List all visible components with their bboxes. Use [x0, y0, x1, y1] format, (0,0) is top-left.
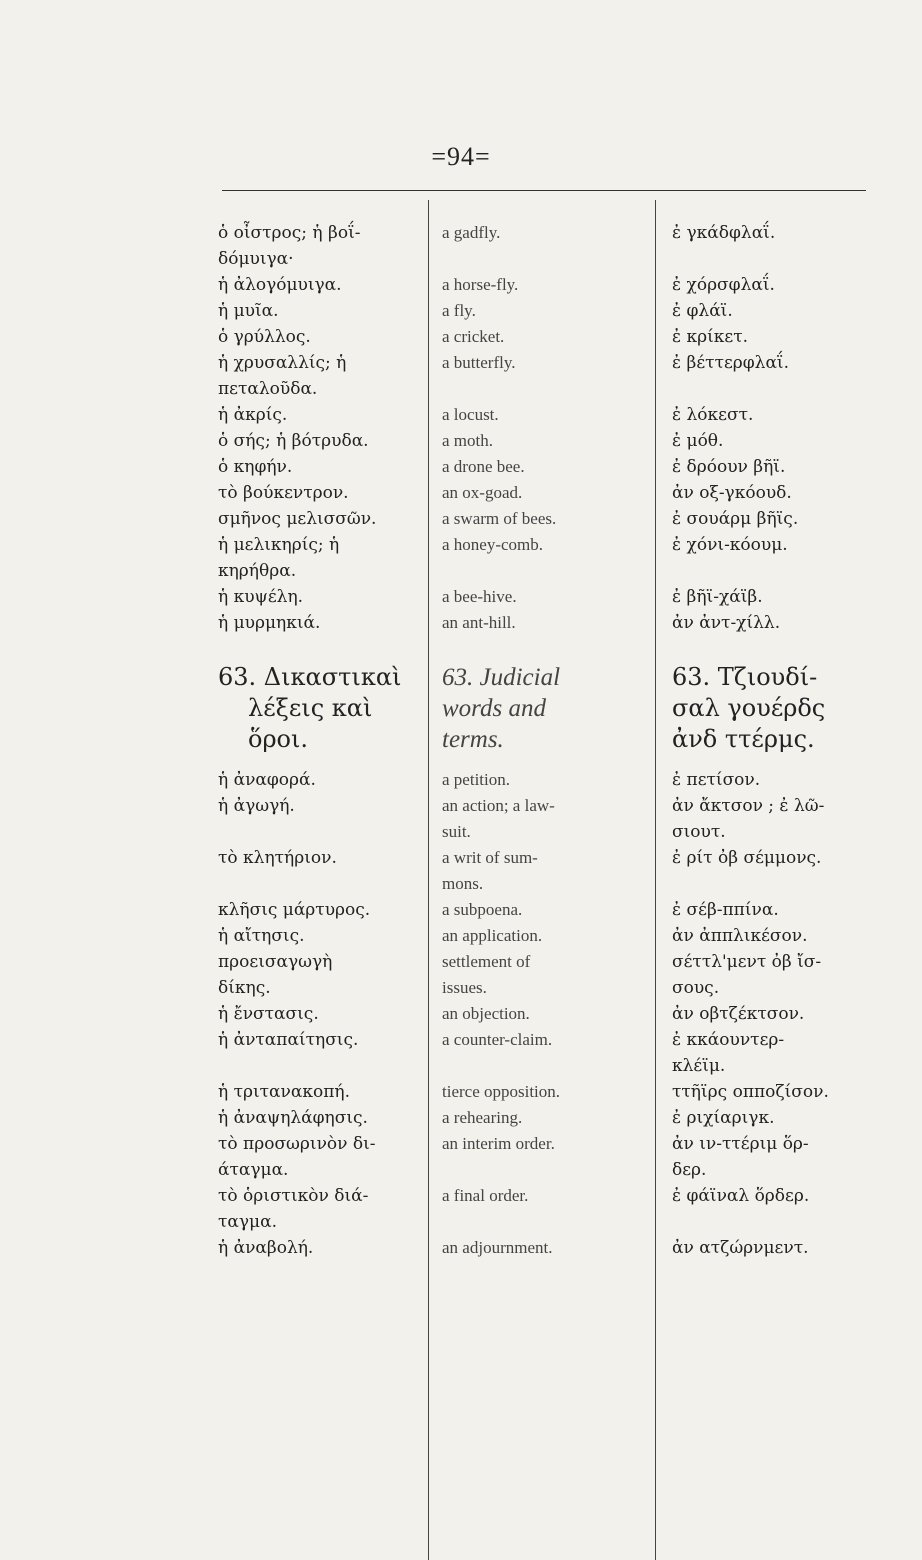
translit-entry: ἐ βῆϊ-χάϊβ.: [672, 587, 763, 607]
english-entry: an ox-goad.: [442, 483, 523, 502]
translit-entry: ἀν ατζώρνμεντ.: [672, 1238, 809, 1258]
english-entry: an action; a law-: [442, 796, 555, 815]
greek-entry: ἡ ἀγωγή.: [218, 796, 295, 816]
english-entry: [442, 558, 647, 584]
translit-entry: ἐ ριχίαριγκ.: [672, 1108, 775, 1128]
greek-entry: ἡ αἴτησις.: [218, 926, 305, 946]
translit-entry: ἀν οβτζέκτσον.: [672, 1004, 805, 1024]
english-entry: a subpoena.: [442, 900, 523, 919]
english-entry: a drone bee.: [442, 457, 525, 476]
greek-entry: ὁ σής; ἡ βότρυδα.: [218, 431, 369, 451]
english-entry: settlement of: [442, 952, 531, 971]
greek-entry: σμῆνος μελισσῶν.: [218, 509, 377, 529]
greek-entry: [218, 871, 423, 897]
greek-entry: ἡ ἀναψηλάφησις.: [218, 1108, 368, 1128]
greek-entry: τὸ προσωρινὸν δι-: [218, 1134, 376, 1154]
greek-entry: ταγμα.: [218, 1212, 277, 1232]
english-heading-line: 63. Judicial: [442, 664, 561, 691]
translit-entry: ἐ φάϊναλ ὅρδερ.: [672, 1186, 810, 1206]
greek-entry: προεισαγωγὴ: [218, 952, 333, 972]
english-entry: a counter-claim.: [442, 1030, 553, 1049]
english-entry: an ant-hill.: [442, 613, 516, 632]
translit-entry: ἐ βέττερφλαΐ.: [672, 353, 789, 373]
translit-entry: [672, 558, 872, 584]
greek-entry: τὸ ὁριστικὸν διά-: [218, 1186, 369, 1206]
greek-entry: ἡ μυρμηκιά.: [218, 613, 321, 633]
english-entry: [442, 1209, 647, 1235]
translit-entry: ἀν οξ-γκόουδ.: [672, 483, 792, 503]
english-column: [442, 220, 647, 1261]
english-entry: a petition.: [442, 770, 510, 789]
translit-heading-line: 63. Τζιουδί-: [672, 663, 818, 691]
translit-entry: ἐ φλάϊ.: [672, 301, 733, 321]
greek-entry: ἡ ἀναφορά.: [218, 770, 316, 790]
english-entry: a honey-comb.: [442, 535, 544, 554]
english-entry: mons.: [442, 874, 484, 893]
greek-section-heading: [218, 662, 423, 755]
translit-entry: ἐ χόρσφλαΐ.: [672, 275, 775, 295]
greek-entry: ἡ ἀκρίς.: [218, 405, 288, 425]
translit-entry: ἐ ρίτ ὀβ σέμμονς.: [672, 848, 822, 868]
english-entry: issues.: [442, 978, 487, 997]
english-entry: [442, 376, 647, 402]
english-entry: a swarm of bees.: [442, 509, 557, 528]
english-entry: a moth.: [442, 431, 493, 450]
greek-entry: [218, 1053, 423, 1079]
translit-entry: ἐ κρίκετ.: [672, 327, 749, 347]
greek-entry: [218, 819, 423, 845]
translit-entry: ἐ πετίσον.: [672, 770, 761, 790]
greek-entry: πεταλοῦδα.: [218, 379, 318, 399]
translit-entry: ἀν ἀππλικέσον.: [672, 926, 808, 946]
greek-entry: ἡ κυψέλη.: [218, 587, 304, 607]
column-divider-right: [655, 200, 656, 1560]
translit-entry: ἐ κκάουντερ-: [672, 1030, 785, 1050]
page-number: =94=: [431, 142, 491, 171]
english-section-heading: [442, 662, 647, 755]
english-entry: a rehearing.: [442, 1108, 523, 1127]
translit-entry: ἐ δρόουν βῆϊ.: [672, 457, 786, 477]
english-entry: a butterfly.: [442, 353, 516, 372]
translit-entry: σους.: [672, 978, 720, 998]
greek-entry: τὸ βούκεντρον.: [218, 483, 349, 503]
greek-entry: ἡ ἀνταπαίτησις.: [218, 1030, 359, 1050]
english-entry: a final order.: [442, 1186, 529, 1205]
greek-entry: κηρήθρα.: [218, 561, 297, 581]
greek-entry: ἡ χρυσαλλίς; ἡ: [218, 353, 347, 373]
greek-entry: ἡ ἀλογόμυιγα.: [218, 275, 342, 295]
translit-entry: δερ.: [672, 1160, 707, 1180]
translit-entry: σιουτ.: [672, 822, 726, 842]
greek-entry: ὁ κηφήν.: [218, 457, 293, 477]
translit-entry: ττῆϊρς οπποζίσον.: [672, 1082, 829, 1102]
english-entry: an interim order.: [442, 1134, 555, 1153]
english-entry: an objection.: [442, 1004, 530, 1023]
english-entry: a horse-fly.: [442, 275, 519, 294]
english-entry: a writ of sum-: [442, 848, 538, 867]
english-entry: a locust.: [442, 405, 499, 424]
translit-entry: [672, 1209, 872, 1235]
translit-entry: ἀν ἀντ-χίλλ.: [672, 613, 781, 633]
translit-entry: ἀν ἄκτσον ; ἐ λῶ-: [672, 796, 825, 816]
greek-entry: κλῆσις μάρτυρος.: [218, 900, 371, 920]
greek-entry: ἡ ἀναβολή.: [218, 1238, 314, 1258]
english-entry: a cricket.: [442, 327, 505, 346]
greek-heading-line: ὅροι.: [248, 725, 309, 753]
greek-entry: δόμυιγα·: [218, 249, 294, 269]
translit-entry: ἐ μόθ.: [672, 431, 724, 451]
greek-heading-line: 63. Δικαστικαὶ: [218, 663, 402, 691]
greek-entry: ἡ μυῖα.: [218, 301, 279, 321]
translit-entry: ἐ σουάρμ βῆϊς.: [672, 509, 799, 529]
translit-entry: ἐ γκάδφλαΐ.: [672, 223, 776, 243]
english-entry: an adjournment.: [442, 1238, 553, 1257]
english-entry: tierce opposition.: [442, 1082, 561, 1101]
header-rule: [222, 190, 866, 191]
transliteration-column: [672, 220, 872, 1261]
english-heading-line: terms.: [442, 726, 504, 753]
english-heading-line: words and: [442, 695, 546, 722]
greek-entry: ἡ τριτανακοπή.: [218, 1082, 350, 1102]
translit-entry: ἐ λόκεστ.: [672, 405, 754, 425]
translit-entry: [672, 246, 872, 272]
column-divider-left: [428, 200, 429, 1560]
translit-section-heading: [672, 662, 872, 755]
greek-entry: ἡ μελικηρίς; ἡ: [218, 535, 340, 555]
translit-entry: [672, 871, 872, 897]
translit-entry: ἀν ιν-ττέριμ ὅρ-: [672, 1134, 809, 1154]
translit-entry: ἐ σέβ-ππίνα.: [672, 900, 779, 920]
translit-heading-line: σαλ γουέρδς: [672, 694, 826, 722]
greek-entry: τὸ κλητήριον.: [218, 848, 337, 868]
greek-heading-line: λέξεις καὶ: [248, 694, 373, 722]
translit-entry: κλέϊμ.: [672, 1056, 726, 1076]
translit-entry: [672, 376, 872, 402]
english-entry: [442, 1157, 647, 1183]
english-entry: suit.: [442, 822, 471, 841]
english-entry: [442, 1053, 647, 1079]
translit-entry: σέττλ'μεντ ὀβ ἴσ-: [672, 952, 822, 972]
translit-heading-line: ἀνδ ττέρμς.: [672, 725, 815, 753]
greek-entry: ὁ οἶστρος; ἡ βοΐ-: [218, 223, 361, 243]
greek-entry: δίκης.: [218, 978, 271, 998]
english-entry: a fly.: [442, 301, 476, 320]
english-entry: a bee-hive.: [442, 587, 517, 606]
greek-column: [218, 220, 423, 1261]
greek-entry: ἡ ἔνστασις.: [218, 1004, 319, 1024]
greek-entry: άταγμα.: [218, 1160, 289, 1180]
greek-entry: ὁ γρύλλος.: [218, 327, 311, 347]
translit-entry: ἐ χόνι-κόουμ.: [672, 535, 788, 555]
english-entry: [442, 246, 647, 272]
english-entry: a gadfly.: [442, 223, 501, 242]
english-entry: an application.: [442, 926, 543, 945]
